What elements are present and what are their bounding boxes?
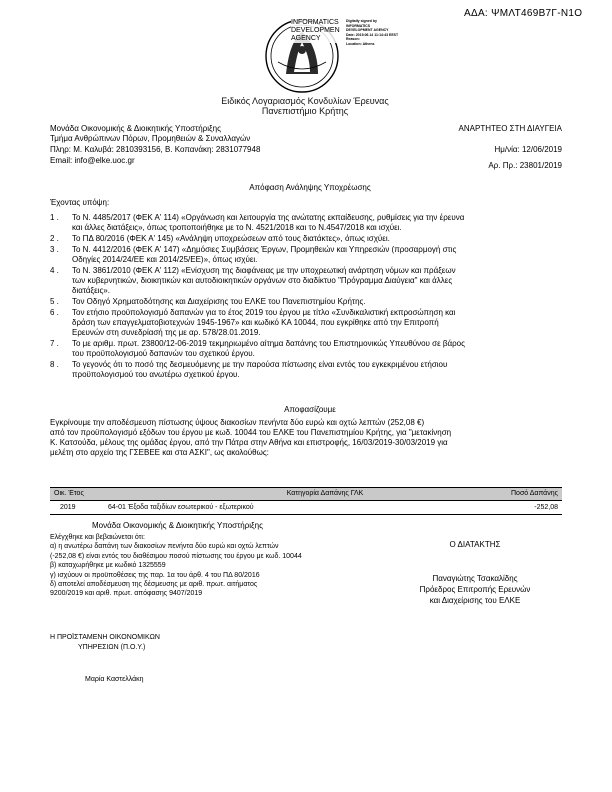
list-line: Τον Οδηγό Χρηματοδότησης και Διαχείρισης του ΕΛΚΕ του Πανεπιστημίου Κρήτης. — [72, 297, 366, 306]
list-line: και άλλες διατάξεις», όπως τροποποιήθηκε με το Ν. 4521/2018 και το Ν.4547/2018 και ισχύει. — [72, 223, 402, 232]
verification-line: δ) αποτελεί αποδέσμευση της δέσμευσης με αριθ. πρωτ. αιτήματος — [50, 581, 258, 589]
verification-line: Ελέγχθηκε και βεβαιώνεται ότι: — [50, 534, 145, 541]
list-line: προϋπολογισμού του ανωτέρω σχετικού έργου. — [72, 370, 240, 379]
verification-line: γ) ισχύουν οι προϋποθέσεις της παρ. 1α του άρθ. 4 του ΠΔ 80/2016 — [50, 571, 260, 579]
expense-table — [50, 487, 562, 515]
list-line: των κυβερνητικών, διοικητικών και αυτοδιοικητικών οργάνων στο διαδίκτυο "Πρόγραμμα Διαύγεια" και άλλες — [72, 276, 453, 285]
publication-note: ΑΝΑΡΤΗΤΕΟ ΣΤΗ ΔΙΑΥΓΕΙΑ — [458, 124, 562, 133]
list-number: 3 . — [50, 245, 59, 254]
list-line: διατάξεις». — [72, 286, 110, 295]
sig-line: INFORMATICS — [346, 23, 371, 28]
col-category-header: Κατηγορία Δαπάνης ΓΛΚ — [286, 490, 364, 497]
list-line: Το Ν. 4485/2017 (ΦΕΚ Α' 114) «Οργάνωση και λειτουργία της ανώτατης εκπαίδευσης, ρυθμίσεις για την έρευνα — [72, 213, 465, 222]
finance-head-title-2: ΥΠΗΡΕΣΙΩΝ (Π.Ο.Υ.) — [78, 644, 146, 651]
document-date: Ημ/νία: 12/06/2019 — [494, 145, 562, 154]
badge-line-2: DEVELOPMEN — [291, 27, 340, 34]
col-year-header: Οικ. Έτος — [54, 490, 84, 497]
signatory-heading: Ο ΔΙΑΤΑΚΤΗΣ — [449, 540, 501, 549]
cell-category: 64-01 Έξοδα ταξιδίων εσωτερικού - εξωτερικού — [108, 504, 254, 511]
list-line: Ερευνών στη συνεδρίασή της με αρ. 578/28.01.2019. — [72, 328, 261, 337]
verification-line: 9200/2019 και αριθ. πρωτ. απόφασης 9407/2019 — [50, 590, 203, 598]
list-line: Το γεγονός ότι το ποσό της δεσμευόμενης με την παρούσα πίστωσης είναι εντός του εγκεκριμένου ετήσιου — [72, 360, 448, 369]
signatory-name: Παναγιώτης Τσακαλίδης — [432, 574, 518, 583]
protocol-number: Αρ. Πρ.: 23801/2019 — [488, 161, 562, 170]
list-item — [50, 213, 570, 233]
signature-details — [346, 19, 408, 47]
list-number: 6 . — [50, 308, 59, 317]
table-header — [50, 487, 562, 501]
list-line: Το ΠΔ 80/2016 (ΦΕΚ Α' 145) «Ανάληψη υποχρεώσεων από τους διατάκτες», όπως ισχύει. — [72, 234, 390, 243]
list-number: 7 . — [50, 339, 59, 348]
cell-year: 2019 — [60, 504, 76, 511]
org-contact: Πληρ: Μ. Καλυβά: 2810393156, Β. Κοπανάκη: 2831077948 — [50, 145, 261, 154]
sig-line: Reason: — [346, 37, 360, 42]
verification-line: β) καταχωρήθηκε με κωδικό 1325559 — [50, 562, 166, 570]
signature-badge — [291, 19, 353, 43]
logo-title-line-2: Πανεπιστήμιο Κρήτης — [261, 106, 349, 116]
finance-head-name: Μαρία Καστελλάκη — [85, 676, 144, 683]
list-line: Τον ετήσιο προϋπολογισμό δαπανών για το έτος 2019 του έργου με τίτλο «Συνδικαλιστική εκπροσώπηση και — [72, 308, 456, 317]
sig-line: Date: 2019.06.14 11:14:43 EEST — [346, 32, 399, 37]
list-number: 8 . — [50, 360, 59, 369]
list-item — [50, 308, 570, 338]
col-amount-header: Ποσό Δαπάνης — [511, 490, 558, 497]
list-item — [50, 360, 570, 380]
signatory-role-1: Πρόεδρος Επιτροπής Ερευνών — [419, 585, 531, 594]
verification-text — [50, 533, 380, 599]
list-item — [50, 266, 570, 296]
logo-title-line-1: Ειδικός Λογαριασμός Κονδυλίων Έρευνας — [221, 96, 389, 106]
list-number: 1 . — [50, 213, 59, 222]
considerations-list — [50, 213, 570, 381]
list-line: Το Ν. 4412/2016 (ΦΕΚ Α' 147) «Δημόσιες Συμβάσεις Έργων, Προμηθειών και Υπηρεσιών (προσαρμογή στις — [72, 245, 457, 254]
verification-heading: Μονάδα Οικονομικής & Διοικητικής Υποστήριξης — [92, 521, 263, 530]
list-number: 2 . — [50, 234, 59, 243]
list-line: δράση των επαγγελματοβιοτεχνών 1945-1967» και κωδικό ΚΑ 10044, που εγκρίθηκε από την Επιτροπή — [72, 318, 439, 327]
decision-text — [50, 418, 570, 458]
sig-line: Digitally signed by — [346, 19, 377, 23]
list-line: του προϋπολογισμού δαπανών του σχετικού έργου. — [72, 349, 255, 358]
list-number: 5 . — [50, 297, 59, 306]
list-line: Το Ν. 3861/2010 (ΦΕΚ Α' 112) «Ενίσχυση της διαφάνειας με την υποχρεωτική ανάρτηση νόμων και πράξεων — [72, 266, 456, 275]
list-line: Οδηγίες 2014/24/ΕΕ και 2014/25/ΕΕ)», όπως ισχύει. — [72, 255, 258, 264]
sig-line: DEVELOPMENT AGENCY — [346, 28, 389, 33]
decision-line: από τον προϋπολογισμό εξόδων του έργου με κωδ. 10044 του ΕΛΚΕ του Πανεπιστημίου Κρήτης, για "μετακίνηση — [50, 428, 452, 437]
considering-label: Έχοντας υπόψη: — [50, 198, 110, 207]
list-item — [50, 339, 570, 359]
decision-line: Εγκρίνουμε την αποδέσμευση πίστωσης ύψους διακοσίων πενήντα δύο ευρώ και οχτώ λεπτών (252,08 €) — [50, 418, 425, 427]
decide-heading: Αποφασίζουμε — [284, 405, 336, 414]
decision-line: μελέτη στο αρχείο της ΓΣΕΒΕΕ και στα ΑΣΚΙ", ως ακολούθως: — [50, 448, 269, 457]
signatory-role-2: και Διαχείρισης του ΕΛΚΕ — [429, 596, 521, 605]
sig-line: Location: Athens — [346, 41, 375, 46]
decision-line: Κ. Κατσούδα, μέλους της ομάδας έργου, από την Πάτρα στην Αθήνα και επιστροφής, 16/03/2019-30/03/2019 για — [50, 438, 448, 447]
verification-line: α) η ανωτέρω δαπάνη των διακοσίων πενήντα δύο ευρώ και οχτώ λεπτών — [50, 543, 279, 551]
verification-line: (-252,08 €) είναι εντός του διαθέσιμου ποσού πίστωσης του έργου με κωδ. 10044 — [50, 552, 302, 560]
org-department: Τμήμα Ανθρώπινων Πόρων, Προμηθειών & Συναλλαγών — [50, 134, 251, 143]
list-item — [50, 297, 570, 307]
ada-code: ΑΔΑ: ΨΜΛΤ469Β7Γ-Ν1Ο — [464, 8, 583, 19]
list-number: 4 . — [50, 266, 59, 275]
list-line: Το με αριθμ. πρωτ. 23800/12-06-2019 τεκμηριωμένο αίτημα δαπάνης του Επιστημονικώς Υπευθύνου σε βάρος — [72, 339, 465, 348]
cell-amount: -252,08 — [534, 504, 558, 511]
page-title: Απόφαση Ανάληψης Υποχρέωσης — [249, 183, 371, 192]
badge-line-1: INFORMATICS — [291, 19, 339, 26]
org-unit: Μονάδα Οικονομικής & Διοικητικής Υποστήριξης — [50, 124, 221, 133]
list-item — [50, 234, 570, 244]
finance-head-title-1: Η ΠΡΟΪΣΤΑΜΕΝΗ ΟΙΚΟΝΟΜΙΚΩΝ — [50, 634, 160, 641]
org-email: Email: info@elke.uoc.gr — [50, 156, 135, 165]
list-item — [50, 245, 570, 265]
badge-line-3: AGENCY — [291, 35, 321, 42]
table-row — [50, 501, 562, 515]
